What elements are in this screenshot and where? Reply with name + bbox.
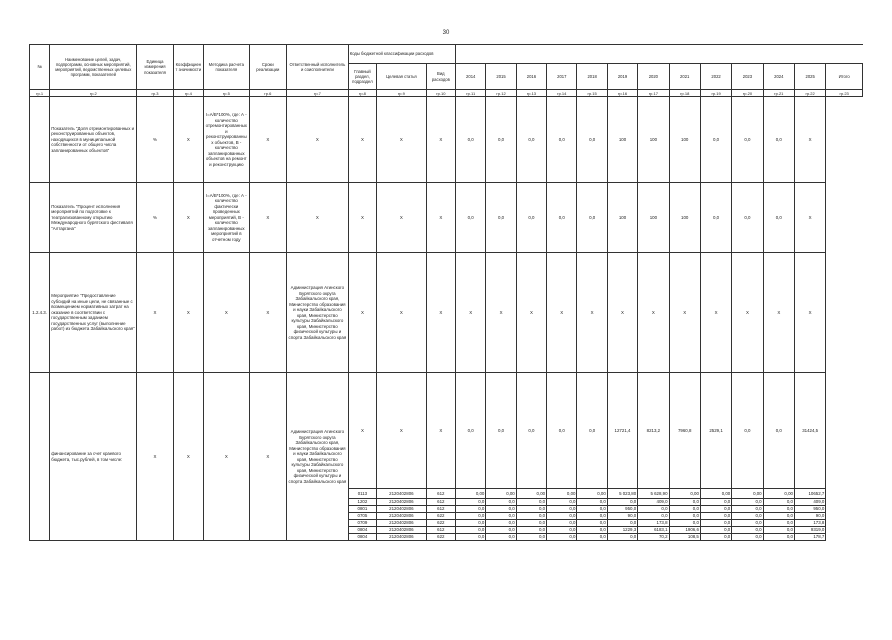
table-row bbox=[30, 97, 863, 183]
row-method: X bbox=[204, 373, 250, 541]
subrow-value: 0,0 bbox=[456, 534, 486, 541]
row-terms: X bbox=[249, 253, 286, 373]
subrow-value: 0,00 bbox=[456, 489, 486, 499]
subrow-value: 0,0 bbox=[547, 520, 577, 527]
row-coefficient: X bbox=[173, 373, 203, 541]
subrow-exp-type: 612 bbox=[426, 489, 455, 499]
subrow-value: 0,00 bbox=[763, 489, 794, 499]
subrow-section: 0804 bbox=[348, 527, 376, 534]
row-value: 0,0 bbox=[763, 183, 794, 253]
column-number: гр.17 bbox=[638, 90, 669, 97]
row-article: X bbox=[377, 373, 427, 489]
row-value: 0,0 bbox=[456, 183, 486, 253]
row-value: X bbox=[763, 253, 794, 373]
subrow-value: 0,0 bbox=[577, 527, 607, 534]
header-year: 2025 bbox=[794, 64, 825, 90]
subrow-value: 0,0 bbox=[732, 499, 763, 506]
subrow-value: 950,0 bbox=[607, 506, 637, 513]
subrow-value: 0,0 bbox=[763, 513, 794, 520]
subrow-section: 0801 bbox=[348, 506, 376, 513]
row-section: X bbox=[348, 183, 376, 253]
row-value: 0,0 bbox=[577, 183, 607, 253]
row-exp-type: X bbox=[426, 373, 455, 489]
subrow-value: 0,0 bbox=[547, 499, 577, 506]
subrow-value: 0,0 bbox=[763, 534, 794, 541]
subrow-value: 0,00 bbox=[486, 489, 516, 499]
row-responsible: X bbox=[287, 183, 349, 253]
header-no: № bbox=[30, 45, 50, 90]
subrow-value: 0,0 bbox=[607, 534, 637, 541]
column-number: гр.5 bbox=[204, 90, 250, 97]
row-value: 0,0 bbox=[516, 97, 546, 183]
row-terms: X bbox=[249, 97, 286, 183]
subrow-value: 0,0 bbox=[486, 534, 516, 541]
column-number: гр.18 bbox=[669, 90, 700, 97]
subrow-value: 0,0 bbox=[577, 499, 607, 506]
subrow-section: 0113 bbox=[348, 489, 376, 499]
subrow-article: 2120402806 bbox=[377, 499, 427, 506]
row-article: X bbox=[377, 253, 427, 373]
header-codes: Коды бюджетной классификации расходов bbox=[348, 45, 455, 64]
subrow-article: 2120402806 bbox=[377, 489, 427, 499]
row-value: 0,0 bbox=[486, 97, 516, 183]
subrow-value: 0,0 bbox=[607, 520, 637, 527]
row-value: 0,0 bbox=[732, 97, 763, 183]
header-year: 2021 bbox=[669, 64, 700, 90]
table-row bbox=[30, 253, 863, 373]
subrow-article: 2120402806 bbox=[377, 534, 427, 541]
subrow-exp-type: 612 bbox=[426, 506, 455, 513]
header-year: 2016 bbox=[516, 64, 546, 90]
subrow-value: 0,0 bbox=[456, 513, 486, 520]
header-year: 2018 bbox=[577, 64, 607, 90]
row-value: X bbox=[607, 253, 637, 373]
subrow-value: 0,00 bbox=[700, 489, 731, 499]
row-exp-type: X bbox=[426, 253, 455, 373]
subrow-value: 0,0 bbox=[486, 499, 516, 506]
column-number: гр.7 bbox=[287, 90, 349, 97]
subrow-exp-type: 622 bbox=[426, 520, 455, 527]
column-number: гр.16 bbox=[607, 90, 637, 97]
column-number: гр.6 bbox=[249, 90, 286, 97]
subrow-value: 0,0 bbox=[486, 520, 516, 527]
row-value: 7960,8 bbox=[669, 373, 700, 489]
row-value: 0,0 bbox=[732, 373, 763, 489]
column-number: гр.22 bbox=[794, 90, 825, 97]
subrow-value: 409,0 bbox=[794, 499, 825, 506]
subrow-value: 950,0 bbox=[794, 506, 825, 513]
row-value: 2529,1 bbox=[700, 373, 731, 489]
row-unit: % bbox=[137, 97, 173, 183]
row-value: 100 bbox=[638, 183, 669, 253]
subrow-value: 0,0 bbox=[547, 506, 577, 513]
header-year: 2015 bbox=[486, 64, 516, 90]
subrow-value: 0,0 bbox=[516, 534, 546, 541]
subrow-exp-type: 612 bbox=[426, 499, 455, 506]
subrow-value: 0,0 bbox=[516, 499, 546, 506]
header-year: 2017 bbox=[547, 64, 577, 90]
header-responsible: Ответственный исполнитель и соисполнители bbox=[287, 45, 349, 90]
row-value: 100 bbox=[607, 97, 637, 183]
subrow-value: 0,0 bbox=[700, 527, 731, 534]
subrow-section: 0804 bbox=[348, 534, 376, 541]
subrow-value: 0,0 bbox=[456, 520, 486, 527]
subrow-value: 0,0 bbox=[700, 513, 731, 520]
row-value: 100 bbox=[669, 97, 700, 183]
header-year: 2023 bbox=[732, 64, 763, 90]
subrow-value: 0,0 bbox=[763, 520, 794, 527]
row-value: 100 bbox=[638, 97, 669, 183]
row-value: X bbox=[547, 253, 577, 373]
column-number: гр.9 bbox=[377, 90, 427, 97]
subrow-value: 0,0 bbox=[547, 534, 577, 541]
subrow-value: 0,0 bbox=[547, 513, 577, 520]
row-name: Мероприятие "Предоставление субсидий на иные цели, не связанные с возмещением нормативных затрат на оказание в соответствии с государственным заданием государственных услуг (выполнение работ) из бюджета Забайкальского края" bbox=[50, 253, 137, 373]
header-exp-type: Вид расходов bbox=[426, 64, 455, 90]
subrow-value: 0,0 bbox=[669, 506, 700, 513]
row-value: 0,0 bbox=[516, 183, 546, 253]
column-number: гр.13 bbox=[516, 90, 546, 97]
column-number: гр.23 bbox=[826, 90, 863, 97]
header-section: Главный раздел, подраздел bbox=[348, 64, 376, 90]
row-unit: % bbox=[137, 183, 173, 253]
subrow-value: 0,0 bbox=[732, 534, 763, 541]
row-name: Показатель "Процент исполнения мероприятий по подготовке к театрализованному открытию Международного бурятского фестиваля "Алтаргана" bbox=[50, 183, 137, 253]
subrow-value: 0,0 bbox=[486, 527, 516, 534]
row-responsible: Администрация Агинского Бурятского округа Забайкальского края, Министерство образования и науки Забайкальского края, Министерство культуры Забайкальского края, Министерство физической культуры и спорта Забайкальского края bbox=[287, 253, 349, 373]
row-value: 100 bbox=[607, 183, 637, 253]
budget-table bbox=[29, 44, 863, 541]
subrow-article: 2120402806 bbox=[377, 506, 427, 513]
row-value: 0,0 bbox=[577, 373, 607, 489]
subrow-value: 0,0 bbox=[732, 527, 763, 534]
subrow-value: 0,00 bbox=[669, 489, 700, 499]
subrow-value: 10652,7 bbox=[794, 489, 825, 499]
subrow-exp-type: 622 bbox=[426, 513, 455, 520]
subrow-value: 0,00 bbox=[516, 489, 546, 499]
subrow-value: 0,0 bbox=[669, 499, 700, 506]
row-number bbox=[30, 97, 50, 183]
subrow-section: 0705 bbox=[348, 513, 376, 520]
page-number: 30 bbox=[442, 30, 450, 36]
subrow-article: 2120402806 bbox=[377, 520, 427, 527]
subrow-value: 0,00 bbox=[547, 489, 577, 499]
subrow-value: 70,2 bbox=[638, 534, 669, 541]
subrow-value: 5 023,80 bbox=[607, 489, 637, 499]
table-row bbox=[30, 183, 863, 253]
row-responsible: Администрация Агинского Бурятского округа Забайкальского края, Министерство образования и науки Забайкальского края, Министерство культуры Забайкальского края, Министерство физической культуры и спорта Забайкальского края bbox=[287, 373, 349, 541]
subrow-value: 0,0 bbox=[516, 527, 546, 534]
subrow-value: 0,0 bbox=[732, 506, 763, 513]
subrow-value: 90,0 bbox=[607, 513, 637, 520]
row-value: X bbox=[486, 253, 516, 373]
subrow-value: 173,8 bbox=[638, 520, 669, 527]
column-number: гр.15 bbox=[577, 90, 607, 97]
row-value: 100 bbox=[669, 183, 700, 253]
row-method: X bbox=[204, 253, 250, 373]
row-section: X bbox=[348, 97, 376, 183]
header-year: 2020 bbox=[638, 64, 669, 90]
row-article: X bbox=[377, 183, 427, 253]
subrow-value: 6183,1 bbox=[638, 527, 669, 534]
subrow-value: 1906,6 bbox=[669, 527, 700, 534]
subrow-value: 0,0 bbox=[700, 499, 731, 506]
subrow-value: 0,00 bbox=[732, 489, 763, 499]
header-year: 2024 bbox=[763, 64, 794, 90]
subrow-value: 0,0 bbox=[456, 499, 486, 506]
row-coefficient: X bbox=[173, 97, 203, 183]
row-value: X bbox=[516, 253, 546, 373]
subrow-value: 0,0 bbox=[547, 527, 577, 534]
column-number: гр.14 bbox=[547, 90, 577, 97]
subrow-value: 0,0 bbox=[516, 506, 546, 513]
subrow-article: 2120402806 bbox=[377, 513, 427, 520]
header-method: Методика расчета показателя bbox=[204, 45, 250, 90]
column-number: гр.10 bbox=[426, 90, 455, 97]
header-year: 2022 bbox=[700, 64, 731, 90]
subrow-section: 1202 bbox=[348, 499, 376, 506]
header-unit: Единица измерения показателя bbox=[137, 45, 173, 90]
column-number: гр.11 bbox=[456, 90, 486, 97]
column-number: гр.1 bbox=[30, 90, 50, 97]
subrow-value: 0,0 bbox=[669, 520, 700, 527]
row-name: финансирование за счет краевого бюджета, тыс.рублей, в том числе: bbox=[50, 373, 137, 541]
subrow-value: 0,0 bbox=[577, 520, 607, 527]
row-value: X bbox=[794, 253, 825, 373]
subrow-value: 1229,3 bbox=[607, 527, 637, 534]
column-number: гр.2 bbox=[50, 90, 137, 97]
subrow-value: 0,0 bbox=[700, 534, 731, 541]
row-value: 8213,2 bbox=[638, 373, 669, 489]
row-value: 0,0 bbox=[763, 97, 794, 183]
row-value: X bbox=[638, 253, 669, 373]
subrow-value: 0,0 bbox=[577, 506, 607, 513]
row-value: X bbox=[456, 253, 486, 373]
column-number: гр.20 bbox=[732, 90, 763, 97]
row-name: Показатель "Доля отремонтированных и реконструированных объектов, находящихся в муниципальной собственности от общего числа запланированных объектов" bbox=[50, 97, 137, 183]
subrow-value: 5 628,90 bbox=[638, 489, 669, 499]
subrow-article: 2120402806 bbox=[377, 527, 427, 534]
row-unit: X bbox=[137, 373, 173, 541]
subrow-value: 0,0 bbox=[577, 513, 607, 520]
row-value: 0,0 bbox=[547, 373, 577, 489]
subrow-value: 0,0 bbox=[700, 506, 731, 513]
subrow-value: 0,0 bbox=[638, 506, 669, 513]
header-year: 2014 bbox=[456, 64, 486, 90]
row-terms: X bbox=[249, 373, 286, 541]
row-value: X bbox=[794, 97, 825, 183]
row-value: 0,0 bbox=[700, 183, 731, 253]
row-value: 0,0 bbox=[456, 97, 486, 183]
subrow-value: 0,0 bbox=[486, 506, 516, 513]
subrow-value: 0,0 bbox=[486, 513, 516, 520]
row-value: 0,0 bbox=[547, 97, 577, 183]
subrow-value: 0,0 bbox=[700, 520, 731, 527]
row-value: 0,0 bbox=[732, 183, 763, 253]
row-exp-type: X bbox=[426, 97, 455, 183]
column-number: гр.3 bbox=[137, 90, 173, 97]
header-year: 2019 bbox=[607, 64, 637, 90]
subrow-value: 0,0 bbox=[516, 520, 546, 527]
row-exp-type: X bbox=[426, 183, 455, 253]
row-value: 0,0 bbox=[486, 373, 516, 489]
header-coefficient: Коэффициент значимости bbox=[173, 45, 203, 90]
row-value: X bbox=[794, 183, 825, 253]
row-method: I=А/В*100%, где: А - количество отремонтированных и реконструированных объектов, В - количество запланированных объектов на ремонт и реконструкцию bbox=[204, 97, 250, 183]
row-value: 0,0 bbox=[486, 183, 516, 253]
row-value: X bbox=[669, 253, 700, 373]
row-responsible: X bbox=[287, 97, 349, 183]
subrow-value: 409,0 bbox=[638, 499, 669, 506]
subrow-value: 0,0 bbox=[732, 513, 763, 520]
subrow-value: 0,0 bbox=[763, 506, 794, 513]
subrow-value: 0,0 bbox=[456, 527, 486, 534]
subrow-value: 108,5 bbox=[669, 534, 700, 541]
row-value: X bbox=[700, 253, 731, 373]
column-number: гр.21 bbox=[763, 90, 794, 97]
subrow-value: 178,7 bbox=[794, 534, 825, 541]
header-name: Наименование целей, задач, подпрограмм, основных мероприятий, мероприятий, ведомственных целевых программ, показателей bbox=[50, 45, 137, 90]
table-row bbox=[30, 373, 863, 489]
subrow-value: 0,0 bbox=[763, 527, 794, 534]
subrow-value: 0,0 bbox=[607, 499, 637, 506]
row-coefficient: X bbox=[173, 183, 203, 253]
header-terms: Сроки реализации bbox=[249, 45, 286, 90]
header-total: Итого bbox=[826, 64, 863, 90]
subrow-value: 0,00 bbox=[577, 489, 607, 499]
subrow-value: 173,8 bbox=[794, 520, 825, 527]
row-number bbox=[30, 373, 50, 541]
subrow-value: 0,0 bbox=[669, 513, 700, 520]
subrow-value: 0,0 bbox=[577, 534, 607, 541]
row-number: 1.2.4.3. bbox=[30, 253, 50, 373]
subrow-value: 0,0 bbox=[456, 506, 486, 513]
subrow-exp-type: 612 bbox=[426, 527, 455, 534]
subrow-value: 0,0 bbox=[516, 513, 546, 520]
column-number: гр.4 bbox=[173, 90, 203, 97]
row-value: X bbox=[732, 253, 763, 373]
row-value: 0,0 bbox=[547, 183, 577, 253]
subrow-value: 0,0 bbox=[638, 513, 669, 520]
row-section: X bbox=[348, 253, 376, 373]
column-number: гр.8 bbox=[348, 90, 376, 97]
subrow-value: 0,0 bbox=[763, 499, 794, 506]
row-value: 0,0 bbox=[763, 373, 794, 489]
row-value: 12721,4 bbox=[607, 373, 637, 489]
row-terms: X bbox=[249, 183, 286, 253]
row-value: 0,0 bbox=[456, 373, 486, 489]
row-unit: X bbox=[137, 253, 173, 373]
subrow-section: 0709 bbox=[348, 520, 376, 527]
column-number: гр.19 bbox=[700, 90, 731, 97]
row-section: X bbox=[348, 373, 376, 489]
row-value: X bbox=[577, 253, 607, 373]
row-value: 0,0 bbox=[700, 97, 731, 183]
subrow-value: 9319,0 bbox=[794, 527, 825, 534]
row-coefficient: X bbox=[173, 253, 203, 373]
row-value: 31424,5 bbox=[794, 373, 825, 489]
row-value: 0,0 bbox=[577, 97, 607, 183]
row-article: X bbox=[377, 97, 427, 183]
subrow-value: 0,0 bbox=[732, 520, 763, 527]
subrow-exp-type: 622 bbox=[426, 534, 455, 541]
subrow-value: 90,0 bbox=[794, 513, 825, 520]
header-article: Целевая статья bbox=[377, 64, 427, 90]
row-value: 0,0 bbox=[516, 373, 546, 489]
row-method: I=А/В*100%, где: А - количество фактически проведенных мероприятий, В - количество запланированных мероприятий в отчетном году bbox=[204, 183, 250, 253]
row-number bbox=[30, 183, 50, 253]
column-number: гр.12 bbox=[486, 90, 516, 97]
